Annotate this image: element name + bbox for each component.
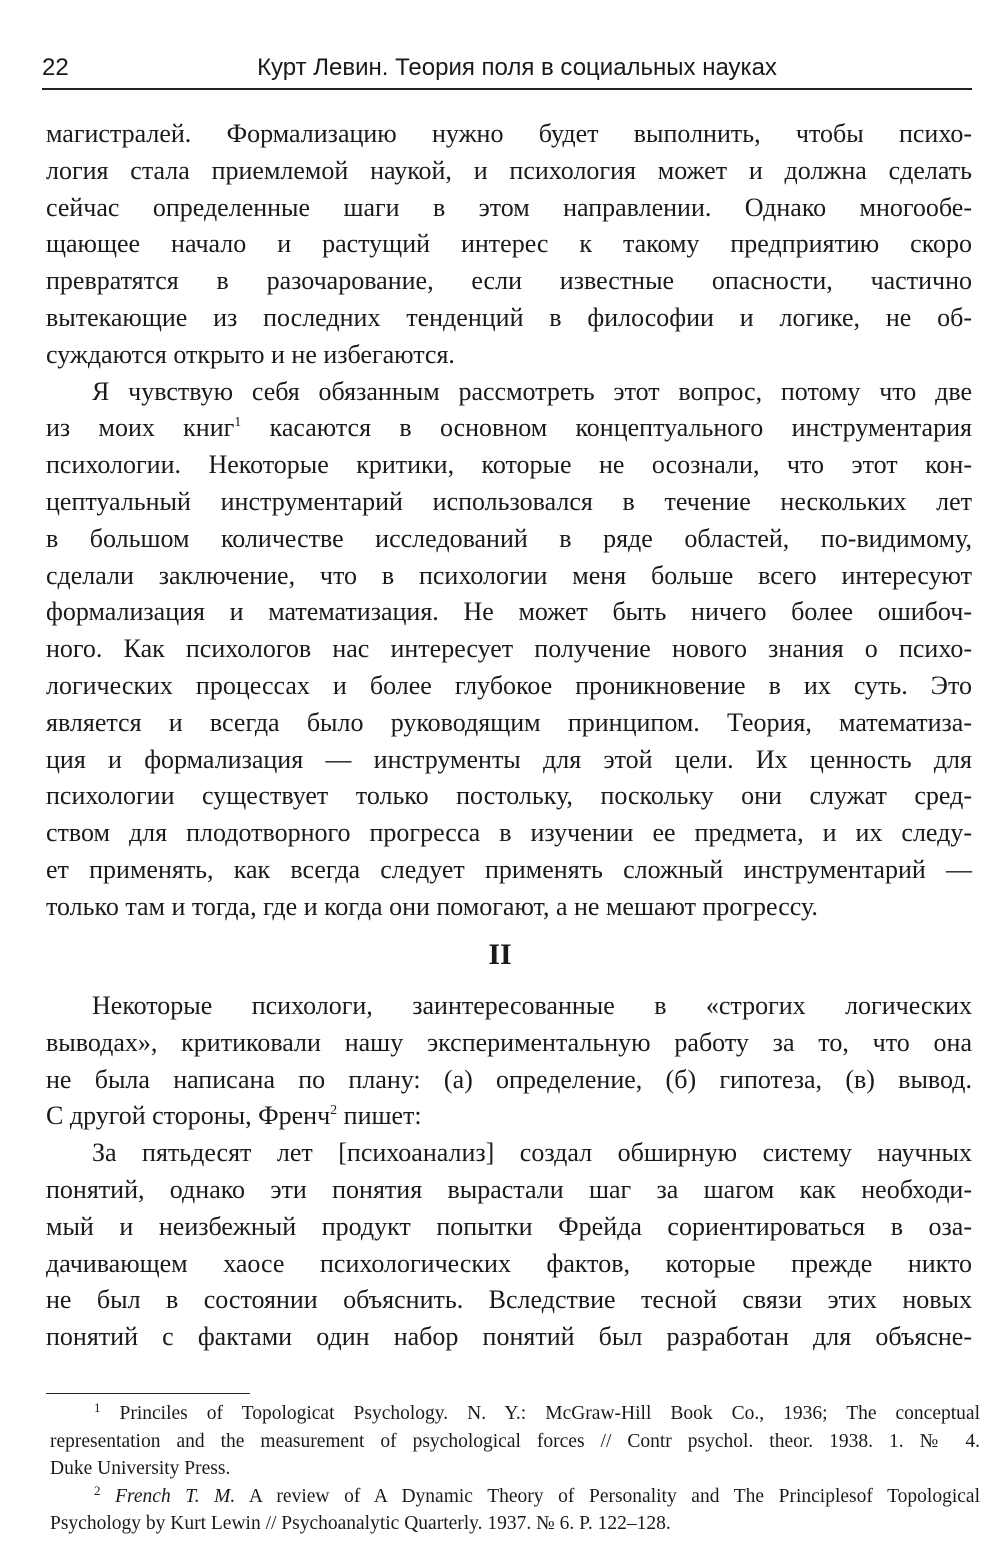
text-line: дачивающем хаосе психологических фактов, которые прежде никто bbox=[46, 1248, 972, 1278]
text-line: сделали заключение, что в психологии меня больше всего интересуют bbox=[46, 560, 972, 590]
paragraph-2 bbox=[46, 374, 972, 926]
text-line: ет применять, как всегда следует применять сложный инструментарий — bbox=[46, 854, 972, 884]
text-line: сейчас определенные шаги в этом направлении. Однако многообе- bbox=[46, 192, 972, 222]
text-line: в большом количестве исследований в ряде областей, по-видимому, bbox=[46, 523, 972, 553]
text-line: мый и неизбежный продукт попытки Фрейда сориентироваться в оза- bbox=[46, 1211, 972, 1241]
text-line: За пятьдесят лет [психоанализ] создал обширную систему научных bbox=[92, 1138, 972, 1168]
running-header bbox=[42, 48, 972, 90]
footnotes bbox=[50, 1400, 980, 1538]
text-line: психологии существует только постольку, поскольку они служат сред- bbox=[46, 781, 972, 811]
text-line: магистралей. Формализацию нужно будет выполнить, чтобы психо- bbox=[46, 119, 972, 148]
text-fragment: пишет: bbox=[337, 1101, 422, 1131]
text-line: суждаются открыто и не избегаются. bbox=[46, 339, 455, 369]
text-line: щающее начало и растущий интерес к такому предприятию скоро bbox=[46, 229, 972, 259]
footnote-2 bbox=[50, 1483, 980, 1511]
text-fragment: A review of A Dynamic Theory of Personality and The Principlesof Topological bbox=[235, 1485, 980, 1507]
text-fragment: Princiles of Topologicat Psychology. N. Y.: McGraw-Hill Book Co., 1936; The conceptual bbox=[100, 1403, 980, 1424]
footnote-mark: 1 bbox=[94, 1400, 101, 1415]
text-line: превратятся в разочарование, если известные опасности, частично bbox=[46, 266, 972, 296]
text-line: понятий с фактами один набор понятий был разработан для объясне- bbox=[46, 1322, 972, 1352]
text-line: понятий, однако эти понятия вырастали шаг за шагом как необходи- bbox=[46, 1174, 972, 1204]
page-number: 22 bbox=[42, 54, 69, 81]
footnote-mark: 2 bbox=[94, 1482, 101, 1498]
text-line: ного. Как психологов нас интересует получение нового знания о психо- bbox=[46, 634, 972, 664]
text-line: не была написана по плану: (а) определение, (б) гипотеза, (в) вывод. bbox=[46, 1064, 972, 1094]
text-line: вытекающие из последних тенденций в философии и логике, не об- bbox=[46, 302, 972, 332]
footnote-divider bbox=[46, 1393, 250, 1394]
block-quote bbox=[46, 1135, 972, 1356]
text-line: Некоторые психологи, заинтересованные в «строгих логических bbox=[92, 991, 972, 1020]
footnote-ref-2[interactable]: 2 bbox=[330, 1103, 338, 1119]
main-text-section-2 bbox=[46, 988, 972, 1356]
text-line: не был в состоянии объяснить. Вследствие тесной связи этих новых bbox=[46, 1285, 972, 1315]
paragraph-1 bbox=[46, 116, 972, 374]
text-fragment: из моих книг bbox=[46, 413, 235, 443]
text-line: Я чувствую себя обязанным рассмотреть этот вопрос, потому что две bbox=[92, 376, 972, 406]
main-text bbox=[46, 116, 972, 926]
text-line: только там и тогда, где и когда они помогают, а не мешают прогрессу. bbox=[46, 891, 818, 921]
footnote-1 bbox=[50, 1400, 980, 1428]
text-line bbox=[46, 1098, 972, 1135]
text-line: психологии. Некоторые критики, которые не осознали, что этот кон- bbox=[46, 450, 972, 480]
footnote-author: French T. M. bbox=[115, 1485, 236, 1507]
footnote-line: Duke University Press. bbox=[50, 1458, 231, 1479]
paragraph-3 bbox=[46, 988, 972, 1135]
footnote-ref-1[interactable]: 1 bbox=[234, 415, 242, 431]
text-line: формализация и математизация. Не может быть ничего более ошибоч- bbox=[46, 597, 972, 627]
text-line: цептуальный инструментарий использовался в течение нескольких лет bbox=[46, 486, 972, 516]
text-line: логических процессах и более глубокое проникновение в их суть. Это bbox=[46, 670, 972, 700]
text-line: ством для плодотворного прогресса в изучении ее предмета, и их следу- bbox=[46, 818, 972, 848]
text-fragment: касаются в основном концептуального инструментария bbox=[241, 413, 972, 443]
footnote-line: representation and the measurement of psychological forces // Contr psychol. theor. 1938. 1. № 4. bbox=[50, 1430, 980, 1452]
section-heading: II bbox=[488, 938, 512, 971]
text-line: логия стала приемлемой наукой, и психология может и должна сделать bbox=[46, 155, 972, 185]
text-line: выводах», критиковали нашу экспериментальную работу за то, что она bbox=[46, 1027, 972, 1057]
text-fragment: С другой стороны, Френч bbox=[46, 1101, 331, 1131]
text-line: ция и формализация — инструменты для этой цели. Их ценность для bbox=[46, 744, 972, 774]
footnote-line: Psychology by Kurt Lewin // Psychoanalytic Quarterly. 1937. № 6. P. 122–128. bbox=[50, 1513, 671, 1534]
running-title: Курт Левин. Теория поля в социальных науках bbox=[257, 54, 777, 81]
text-line bbox=[46, 410, 972, 447]
text-line: является и всегда было руководящим принципом. Теория, математиза- bbox=[46, 707, 972, 737]
